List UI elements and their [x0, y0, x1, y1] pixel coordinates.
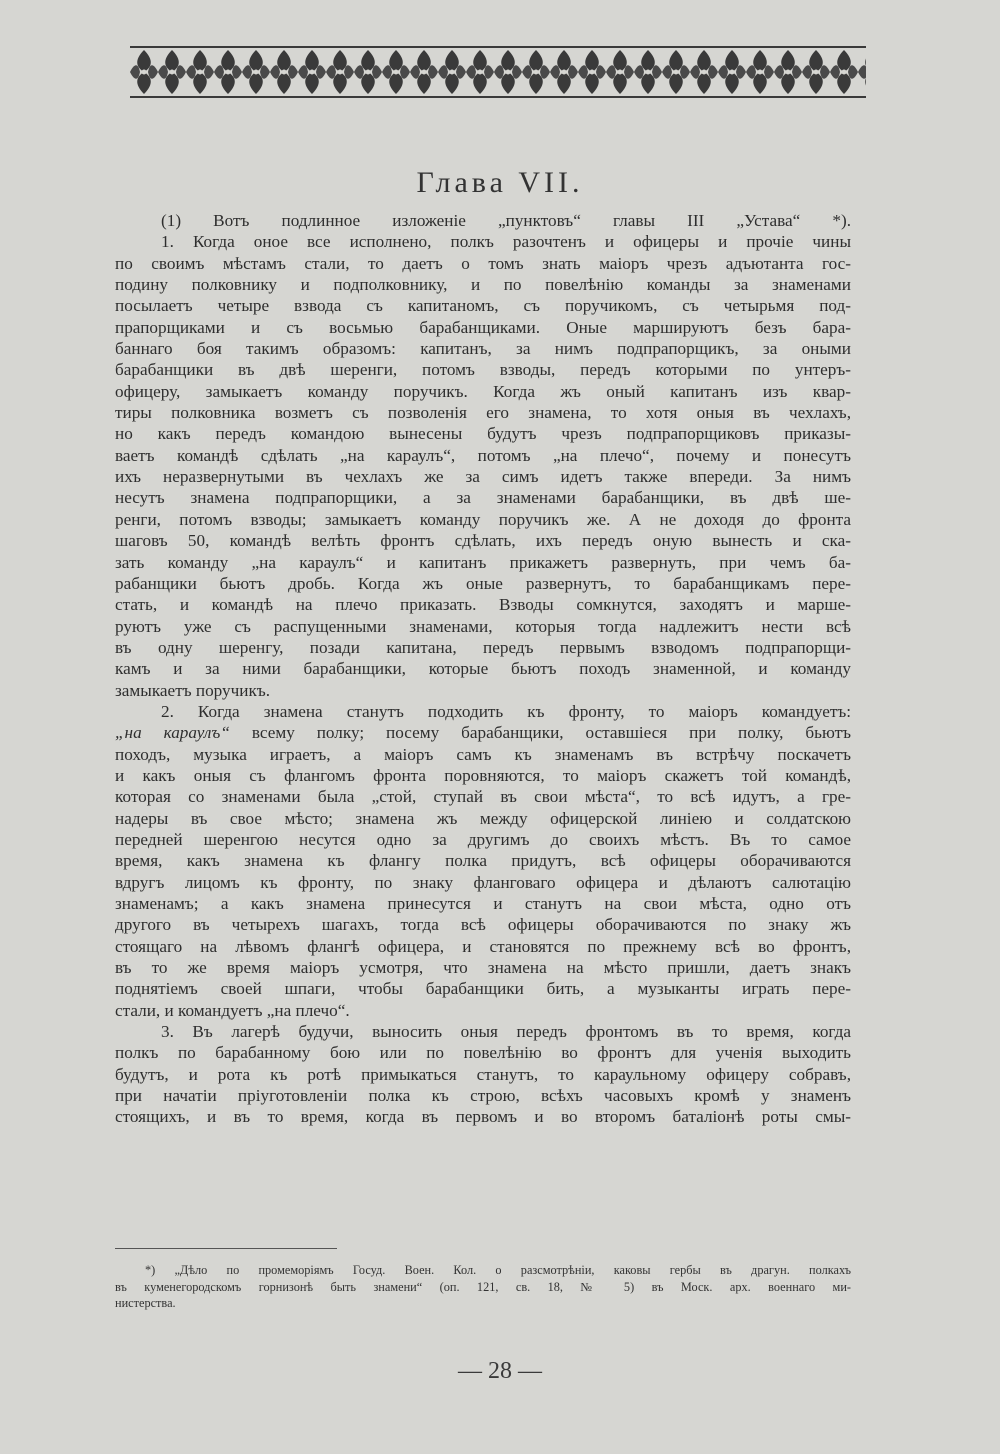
text-line: походъ, музыка играетъ, а маіоръ самъ къ знаменамъ въ встрѣчу поскачетъ: [115, 744, 851, 764]
text-line: поднятіемъ своей шпаги, чтобы барабанщики бить, а музыканты играть пере-: [115, 979, 851, 999]
text-line: несутъ знамена подпрапорщики, а за знаменами барабанщики, въ двѣ ше-: [115, 488, 851, 508]
body-text: [115, 210, 851, 1128]
text-line: въ то же время маіоръ усмотря, что знамена на мѣсто пришли, даетъ знакъ: [115, 958, 851, 978]
text-line: стать, и командѣ на плечо приказать. Взводы сомкнутся, заходятъ и марше-: [115, 595, 851, 615]
text-line: баннаго боя такимъ образомъ: капитанъ, за нимъ подпрапорщикъ, за оными: [115, 339, 851, 359]
text-line: и какъ оныя съ флангомъ фронта поровняются, то маіоръ скажетъ той командѣ,: [115, 765, 851, 785]
text-line: ваетъ командѣ сдѣлать „на караулъ“, потомъ „на плечо“, почему и понесутъ: [115, 445, 851, 465]
text-line: подину полковнику и подполковнику, и по повелѣнію команды за знаменами: [115, 275, 851, 295]
text-line: передней шеренгою несутся одно за другимъ до своихъ мѣстъ. Въ то самое: [115, 829, 851, 849]
text-line: камъ и за ними барабанщики, которые бьютъ походъ знаменной, и команду: [115, 659, 851, 679]
ornamental-header-band: [130, 44, 866, 100]
text-line: полкъ по барабанному бою или по повелѣнію во фронтъ для ученія выходить: [115, 1043, 851, 1063]
text-line: (1) Вотъ подлинное изложеніе „пунктовъ“ главы III „Устава“ *).: [161, 211, 851, 230]
text-line: которая со знаменами была „стой, ступай въ свои мѣста“, то всѣ идутъ, а гре-: [115, 787, 851, 807]
text-line: 3. Въ лагерѣ будучи, выносить оныя передъ фронтомъ въ то время, когда: [161, 1022, 851, 1042]
text-line: при начатіи пріуготовленіи полка къ строю, всѣхъ часовыхъ кромѣ у знаменъ: [115, 1086, 851, 1106]
page-number: — 28 —: [458, 1358, 542, 1384]
footnote-line: въ куменегородскомъ горнизонѣ быть знамени“ (оп. 121, св. 18, № 5) въ Моск. арх. военнаго ми-: [115, 1279, 851, 1294]
text-line: стоящихъ, и въ то время, когда въ первомъ и во второмъ баталіонѣ роты смы-: [115, 1107, 851, 1127]
text-line: время, какъ знамена къ флангу полка придутъ, всѣ офицеры оборачиваются: [115, 851, 851, 871]
text-line: стали, и командуетъ „на плечо“.: [115, 1000, 350, 1020]
text-line: офицеру, замыкаетъ команду поручикъ. Когда жъ оный капитанъ изъ квар-: [115, 381, 851, 401]
text-line: 2. Когда знамена станутъ подходить къ фронту, то маіоръ командуетъ:: [161, 701, 851, 721]
text-line: но какъ передъ командою вынесены будутъ чрезъ подпрапорщиковъ приказы-: [115, 424, 851, 444]
footnote-line: нистерства.: [115, 1296, 176, 1310]
text-line: надеры въ свое мѣсто; знамена жъ между офицерской линіею и солдатскою: [115, 808, 851, 828]
text-line: вдругъ лицомъ къ фронту, по знаку фланговаго офицера и дѣлаютъ салютацію: [115, 872, 851, 892]
text-line: руютъ уже съ распущенными знаменами, которыя тогда надлежитъ нести всѣ: [115, 616, 851, 636]
footnote-line: *) „Дѣло по промеморіямъ Госуд. Воен. Кол. о разсмотрѣніи, каковы гербы въ драгун. полкахъ: [145, 1263, 851, 1277]
text-line: рабанщики бьютъ дробь. Когда жъ оные развернутъ, то барабанщикамъ пере-: [115, 573, 851, 593]
text-line: знаменамъ; а какъ знамена принесутся и станутъ на свои мѣста, одно отъ: [115, 894, 851, 913]
text-line: ихъ неразвернутыми въ чехлахъ же за симъ идетъ также впереди. За нимъ: [115, 467, 851, 487]
text-line: будутъ, и рота къ ротѣ примыкаться станутъ, то караульному офицеру собравъ,: [115, 1064, 851, 1084]
text-line: „на караулъ“ всему полку; посему барабанщики, оставшіеся при полку, бьютъ: [115, 723, 851, 743]
chapter-heading: Глава VII.: [416, 166, 584, 199]
text-line: зать команду „на караулъ“ и капитанъ прикажетъ развернуть, при чемъ ба-: [115, 552, 851, 572]
text-line: шаговъ 50, командѣ велѣть фронтъ сдѣлать, ихъ передъ оную вынесть и ска-: [115, 531, 851, 551]
text-line: стоящаго на лѣвомъ флангѣ офицера, и становятся по прежнему всѣ во фронтъ,: [115, 936, 851, 956]
text-line: посылаетъ четыре взвода съ капитаномъ, съ поручикомъ, съ четырьмя под-: [115, 296, 851, 316]
footnote-divider: [115, 1248, 337, 1249]
text-line: прапорщиками и съ восьмью барабанщиками. Оные маршируютъ безъ бара-: [115, 317, 851, 337]
text-line: по своимъ мѣстамъ стали, то даетъ о томъ знать маіоръ чрезъ адъютанта гос-: [115, 253, 851, 273]
text-line: барабанщики въ двѣ шеренги, потомъ взводы, передъ которыми по унтеръ-: [115, 360, 851, 380]
text-line: ренги, потомъ взводы; замыкаетъ команду поручикъ же. А не доходя до фронта: [115, 509, 851, 529]
text-line: тиры полковника возметъ съ позволенія его знамена, то хотя оныя въ чехлахъ,: [115, 403, 851, 423]
text-line: замыкаетъ поручикъ.: [115, 680, 271, 700]
text-line: въ одну шеренгу, позади капитана, передъ первымъ взводомъ подпрапорщи-: [115, 637, 851, 657]
text-line: 1. Когда оное все исполнено, полкъ разочтенъ и офицеры и прочіе чины: [161, 232, 851, 252]
text-line: другого въ четырехъ шагахъ, тогда всѣ офицеры оборачиваются по знаку жъ: [115, 915, 851, 935]
footnote: [115, 1262, 851, 1312]
